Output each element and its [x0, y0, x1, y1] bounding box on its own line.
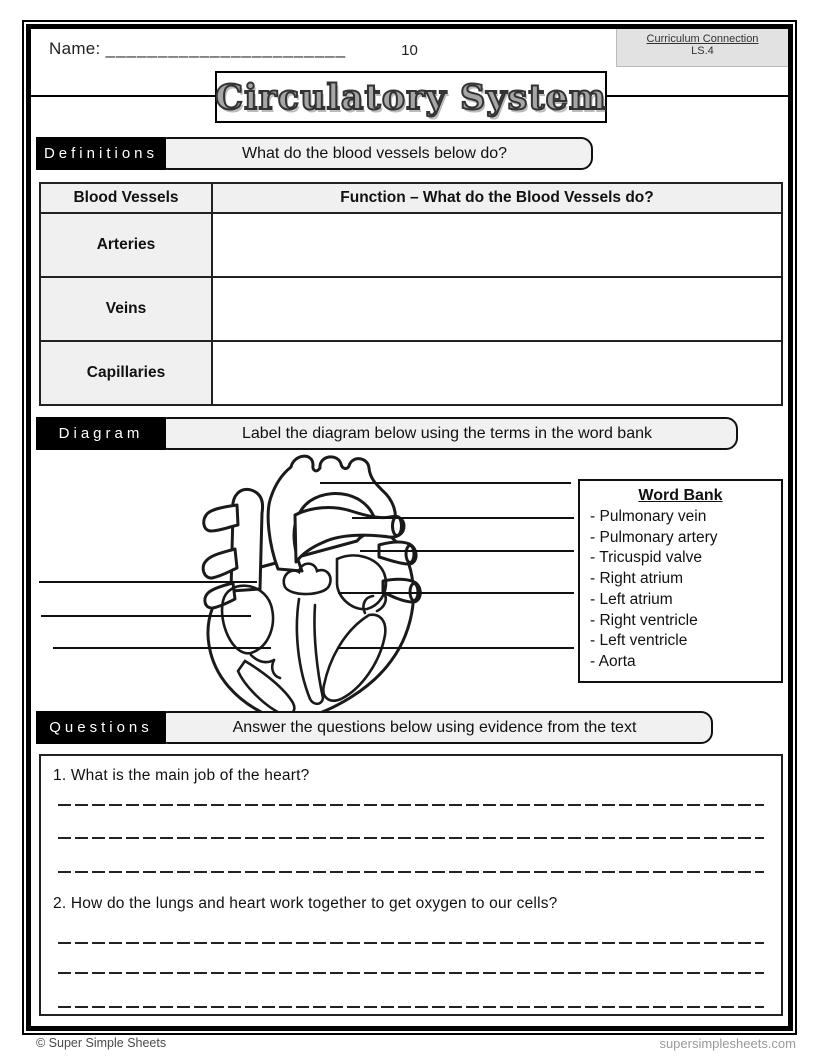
answer-line[interactable] [58, 942, 764, 944]
name-label: Name: [49, 39, 101, 58]
definitions-instruction: What do the blood vessels below do? [156, 137, 593, 170]
function-cell-capillaries[interactable] [212, 341, 782, 405]
question-1: 1. What is the main job of the heart? [53, 767, 310, 784]
diagram-label-line[interactable] [338, 647, 574, 649]
diagram-label-line[interactable] [360, 550, 574, 552]
answer-line[interactable] [58, 972, 764, 974]
question-2: 2. How do the lungs and heart work together to get oxygen to our cells? [53, 895, 558, 912]
row-label-capillaries: Capillaries [40, 341, 212, 405]
curriculum-connection-title: Curriculum Connection [646, 33, 759, 45]
diagram-label-line[interactable] [320, 482, 571, 484]
footer-website: supersimplesheets.com [659, 1036, 796, 1051]
diagram-label-line[interactable] [41, 615, 251, 617]
blood-vessels-table [39, 182, 783, 406]
answer-line[interactable] [58, 804, 764, 806]
word-bank-term: - Aorta [590, 652, 636, 670]
table-row [40, 341, 782, 405]
diagram-section-label: Diagram [36, 417, 166, 450]
row-label-arteries: Arteries [40, 213, 212, 277]
word-bank-term: - Tricuspid valve [590, 549, 702, 567]
word-bank-term: - Left ventricle [590, 632, 688, 650]
table-header-function: Function – What do the Blood Vessels do? [212, 183, 782, 213]
worksheet-page [26, 24, 793, 1031]
answer-line[interactable] [58, 837, 764, 839]
word-bank-term: - Right atrium [590, 570, 684, 588]
word-bank-term: - Left atrium [590, 590, 673, 608]
questions-instruction: Answer the questions below using evidence from the text [156, 711, 713, 744]
word-bank-title: Word Bank [638, 487, 723, 504]
word-bank [578, 479, 783, 683]
page-title: Circulatory System [215, 76, 607, 118]
answer-line[interactable] [58, 1006, 764, 1008]
diagram-label-line[interactable] [338, 592, 574, 594]
diagram-label-line[interactable] [39, 581, 257, 583]
title-box [215, 71, 607, 123]
definitions-section-label: Definitions [36, 137, 166, 170]
function-cell-arteries[interactable] [212, 213, 782, 277]
table-row [40, 213, 782, 277]
curriculum-connection-box [616, 29, 788, 67]
questions-section-label: Questions [36, 711, 166, 744]
answer-line[interactable] [58, 871, 764, 873]
function-cell-veins[interactable] [212, 277, 782, 341]
curriculum-connection-code: LS.4 [691, 45, 714, 57]
page-number: 10 [401, 42, 418, 59]
word-bank-term: - Pulmonary artery [590, 528, 718, 546]
heart-diagram [181, 449, 441, 739]
diagram-label-line[interactable] [53, 647, 271, 649]
word-bank-term: - Right ventricle [590, 611, 698, 629]
table-header-blood-vessels: Blood Vessels [40, 183, 212, 213]
footer-copyright: © Super Simple Sheets [36, 1036, 167, 1050]
name-blank-field[interactable]: _______________________ [105, 39, 347, 58]
diagram-label-line[interactable] [352, 517, 574, 519]
word-bank-term: - Pulmonary vein [590, 508, 707, 525]
diagram-instruction: Label the diagram below using the terms in the word bank [156, 417, 738, 450]
row-label-veins: Veins [40, 277, 212, 341]
questions-box [39, 754, 783, 1016]
table-row [40, 277, 782, 341]
